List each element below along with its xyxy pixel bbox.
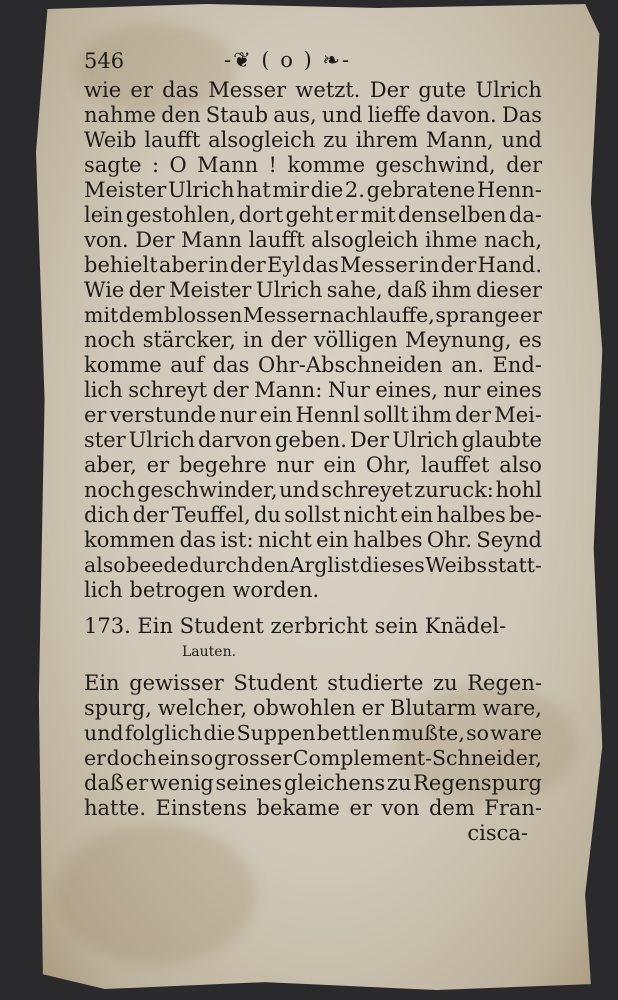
text-line: komme auf das Ohr-Abschneiden an. End- <box>84 353 542 377</box>
paragraph-1 <box>84 78 542 603</box>
text-line: sagte : O Mann ! komme geschwind, der <box>84 153 542 177</box>
page-number: 546 <box>84 49 125 73</box>
text-line: noch geschwinder, und schreyet zuruck: hohl <box>84 478 542 502</box>
text-line: lich schreyt der Mann: Nur eines, nur eines <box>84 378 542 402</box>
section-heading: 173. Ein Student zerbricht sein Knädel- <box>84 614 507 638</box>
paragraph-2 <box>84 671 542 821</box>
text-line: behielt aber in der Eyl das Messer in der Hand. <box>84 253 542 277</box>
page-text <box>84 44 542 846</box>
text-line: von. Der Mann laufft alsogleich ihme nach, <box>84 228 542 252</box>
text-line: er verstunde nur ein Hennl sollt ihm der Mei- <box>84 403 542 427</box>
text-line: Weib laufft alsogleich zu ihrem Mann, und <box>84 128 542 152</box>
text-line: lich betrogen worden. <box>84 578 320 602</box>
text-line: er doch ein so grosser Complement-Schneider, <box>84 746 542 770</box>
text-line: also beede durch den Arglist dieses Weibs statt- <box>84 553 542 577</box>
text-line: wie er das Messer wetzt. Der gute Ulrich <box>84 78 542 102</box>
text-line: mit dem blossen Messer nachlauffe, sprange er <box>84 303 542 327</box>
catchword: cisca- <box>467 821 528 845</box>
text-line: spurg, welcher, obwohlen er Blutarm ware, <box>84 696 542 720</box>
text-line: hatte. Einstens bekame er von dem Fran- <box>84 796 542 820</box>
text-line: noch stärcker, in der völligen Meynung, es <box>84 328 542 352</box>
text-line: dich der Teuffel, du sollst nicht ein halbes be- <box>84 503 542 527</box>
text-line: nahme den Staub aus, und lieffe davon. Das <box>84 103 542 127</box>
text-line: Ein gewisser Student studierte zu Regen- <box>84 671 542 695</box>
text-line: ster Ulrich darvon geben. Der Ulrich glaubte <box>84 428 542 452</box>
text-line: kommen das ist: nicht ein halbes Ohr. Seynd <box>84 528 542 552</box>
text-line: Meister Ulrich hat mir die 2. gebratene Henn- <box>84 178 542 202</box>
text-line: Wie der Meister Ulrich sahe, daß ihm dieser <box>84 278 542 302</box>
text-line: lein gestohlen, dort geht er mit denselben da- <box>84 203 542 227</box>
page-header <box>84 44 542 78</box>
text-line: aber, er begehre nur ein Ohr, lauffet also <box>84 453 542 477</box>
section-heading-continued: Lauten. <box>182 644 237 660</box>
text-line: und folglich die Suppen bettlen mußte, so ware <box>84 721 542 745</box>
text-line: daß er wenig seines gleichens zu Regenspurg <box>84 771 542 795</box>
header-ornament: -❦ ( o ) ❧- <box>224 48 352 72</box>
